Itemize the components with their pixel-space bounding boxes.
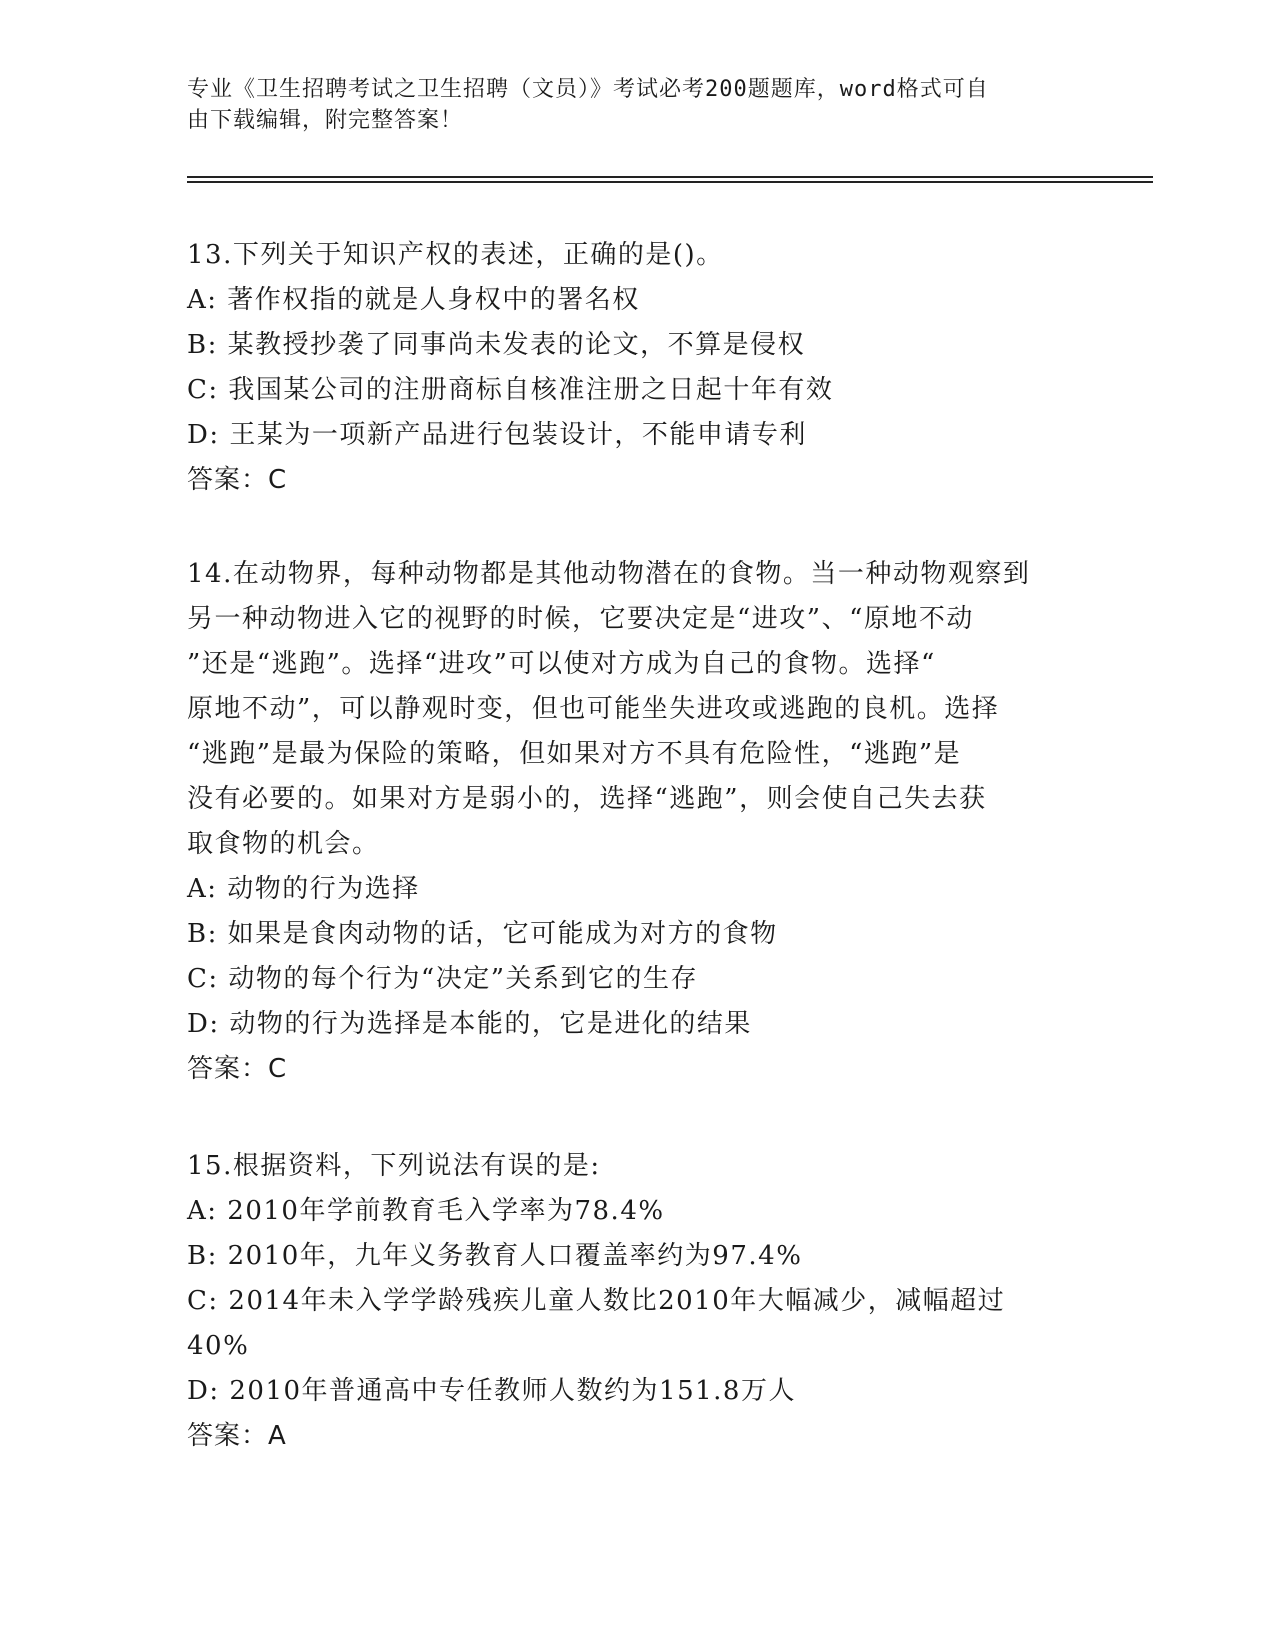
question-stem: 15.根据资料，下列说法有误的是: <box>187 1151 601 1181</box>
answer-label: 答案：C <box>187 465 288 495</box>
question-13 <box>187 233 1067 503</box>
question-stem-line: 另一种动物进入它的视野的时候，它要决定是“进攻”、“原地不动 <box>187 604 974 634</box>
option-a: A: 2010年学前教育毛入学率为78.4% <box>187 1196 665 1226</box>
option-d: D: 王某为一项新产品进行包装设计，不能申请专利 <box>187 420 807 450</box>
question-stem-line: ”还是“逃跑”。选择“进攻”可以使对方成为自己的食物。选择“ <box>187 649 936 679</box>
answer-label: 答案：A <box>187 1421 287 1451</box>
option-c: C: 动物的每个行为“决定”关系到它的生存 <box>187 964 699 994</box>
header-divider-bottom <box>187 181 1153 183</box>
question-stem-line: 14.在动物界，每种动物都是其他动物潜在的食物。当一种动物观察到 <box>187 559 1031 589</box>
option-b: B: 如果是食肉动物的话，它可能成为对方的食物 <box>187 919 778 949</box>
document-header <box>187 74 1067 136</box>
option-c: C: 2014年未入学学龄残疾儿童人数比2010年大幅减少，减幅超过 <box>187 1286 1006 1316</box>
option-c-continued: 40% <box>187 1331 250 1361</box>
question-14 <box>187 552 1067 1092</box>
option-a: A: 动物的行为选择 <box>187 874 420 904</box>
header-divider-top <box>187 176 1153 178</box>
option-b: B: 某教授抄袭了同事尚未发表的论文，不算是侵权 <box>187 330 806 360</box>
answer-label: 答案：C <box>187 1054 288 1084</box>
question-stem-line: 原地不动”，可以静观时变，但也可能坐失进攻或逃跑的良机。选择 <box>187 694 1000 724</box>
question-stem-line: “逃跑”是最为保险的策略，但如果对方不具有危险性，“逃跑”是 <box>187 739 962 769</box>
option-d: D: 动物的行为选择是本能的，它是进化的结果 <box>187 1009 752 1039</box>
option-a: A: 著作权指的就是人身权中的署名权 <box>187 285 640 315</box>
option-b: B: 2010年，九年义务教育人口覆盖率约为97.4% <box>187 1241 803 1271</box>
question-15 <box>187 1144 1067 1459</box>
header-line-1: 专业《卫生招聘考试之卫生招聘（文员）》考试必考200题题库，word格式可自 <box>187 77 989 102</box>
option-c: C: 我国某公司的注册商标自核准注册之日起十年有效 <box>187 375 834 405</box>
question-stem: 13.下列关于知识产权的表述，正确的是()。 <box>187 240 724 270</box>
header-line-2: 由下载编辑，附完整答案！ <box>187 108 464 133</box>
option-d: D: 2010年普通高中专任教师人数约为151.8万人 <box>187 1376 796 1406</box>
question-stem-line: 没有必要的。如果对方是弱小的，选择“逃跑”，则会使自己失去获 <box>187 784 987 814</box>
question-stem-line: 取食物的机会。 <box>187 829 380 859</box>
